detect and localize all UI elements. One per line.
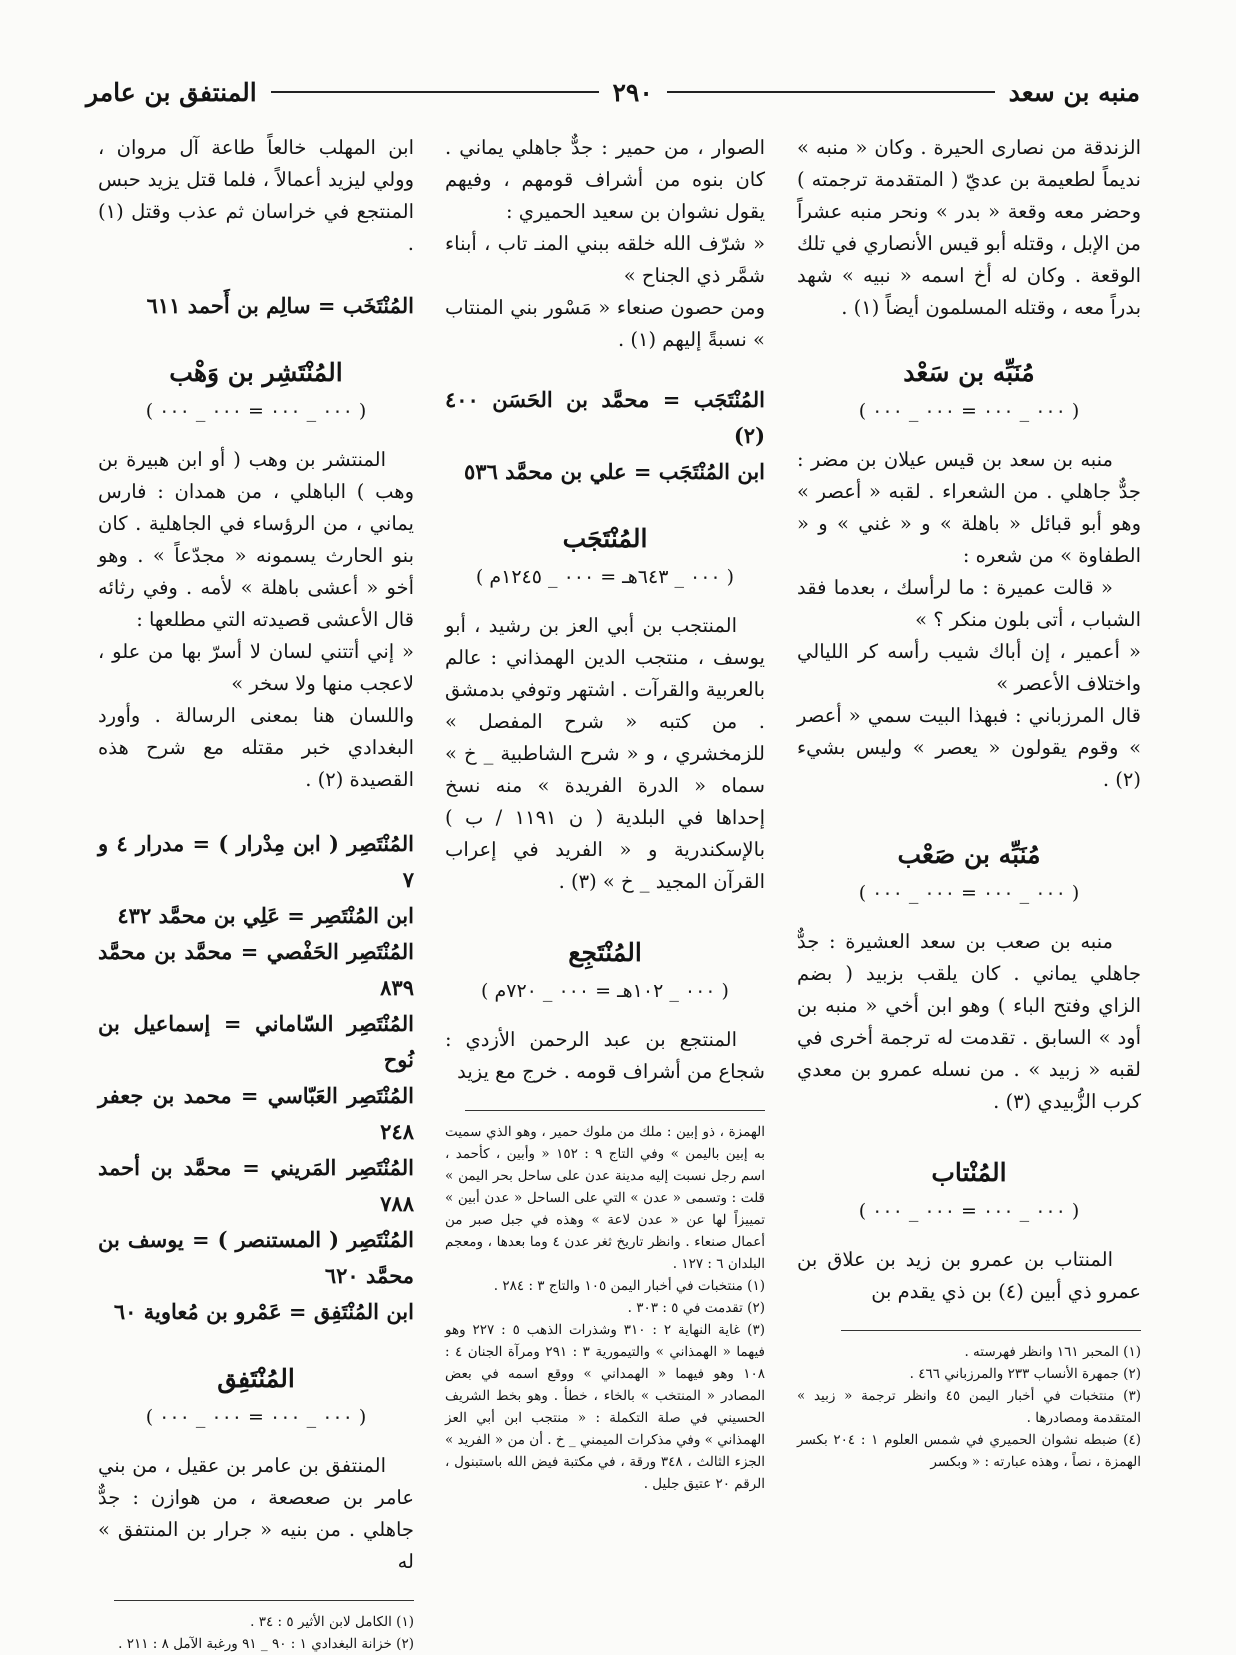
running-title-left: المنتفق بن عامر xyxy=(86,77,257,107)
verse: « إني أتتني لسان لا أسرّ بها من علو ، لاعجب منها ولا سخر » xyxy=(98,640,414,695)
cross-reference: المُنْتَصِر المَريني = محمَّد بن أحمد ٧٨٨ xyxy=(98,1155,414,1216)
footnote: (٣) غاية النهاية ٢ : ٣١٠ وشذرات الذهب ٥ : ٢٢٧ وهو فيهما « الهمذاني » والتيمورية ٣ : ٢٩١ ومرآة الجنان ٤ : ١٠٨ وهو فيهما « الهمداني » ووقع اسمه في بعض المصادر « المنتخب » بالخاء ، خطأ . وهو بخط الشريف الحسيني في صلة التكملة : « منتجب ابن أبي العز الهمذاني » وفي مذكرات الميمني _ خ . أن من « الفريد » الجزء الثالث ، ٣٤٨ ورقة ، في مكتبة فيض الله باستبنول ، الرقم ٢٠ عتيق جليل . xyxy=(445,1322,765,1492)
entry-dates: ( ٠٠٠ _ ٠٠٠ = ٠٠٠ _ ٠٠٠ ) xyxy=(858,1200,1080,1222)
cross-reference: المُنْتَصِر ( المستنصر ) = يوسف بن محمَّد ٦٢٠ xyxy=(98,1227,414,1288)
entry-dates: ( ٠٠٠ _ ٠٠٠ = ٠٠٠ _ ٠٠٠ ) xyxy=(145,1406,367,1428)
cross-reference: ابن المُنْتَجَب = علي بن محمَّد ٥٣٦ xyxy=(464,459,765,484)
page-header xyxy=(86,70,1140,114)
paragraph: المنتفق بن عامر بن عقيل ، من بني عامر بن صعصعة ، من هوازن : جدٌّ جاهلي . من بنيه « جرار بن المنتفق » له xyxy=(98,1454,414,1573)
entry-dates: ( ٠٠٠ _ ٦٤٣هـ = ٠٠٠ _ ١٢٤٥م ) xyxy=(475,566,735,588)
cross-reference: ابن المُنْتَفِق = عَمْرو بن مُعاوية ٦٠ xyxy=(113,1299,414,1324)
footnote: (٤) ضبطه نشوان الحميري في شمس العلوم ١ : ٢٠٤ بكسر الهمزة ، نصاً ، وهذه عبارته : « وبكسر xyxy=(797,1432,1141,1470)
cross-reference: ابن المُنْتَصِر = عَلِي بن محمَّد ٤٣٢ xyxy=(117,903,414,928)
paragraph: الزندقة من نصارى الحيرة . وكان « منبه » نديماً لطعيمة بن عديّ ( المتقدمة ترجمته ) وحضر معه وقعة « بدر » ونحر منبه عشراً من الإبل ، وقتله أبو قيس الأنصاري في تلك الوقعة . وكان له أخ اسمه « نبيه » شهد بدراً معه ، وقتله المسلمون أيضاً (١) . xyxy=(797,136,1141,319)
footnote-rule xyxy=(841,1330,1141,1331)
paragraph: قال المرزباني : فبهذا البيت سمي « أعصر » وقوم يقولون « يعصر » وليس بشيء (٢) . xyxy=(797,704,1141,791)
header-rule xyxy=(271,91,599,93)
entry-title: المُنْتَشِر بن وَهْب xyxy=(169,358,343,387)
footnote-rule xyxy=(465,1110,765,1111)
paragraph: الصوار ، من حمير : جدٌّ جاهلي يماني . كان بنوه من أشراف قومهم ، وفيهم يقول نشوان بن سعيد الحميري : xyxy=(445,136,765,223)
footnote: (٢) جمهرة الأنساب ٢٣٣ والمرزباني ٤٦٦ . xyxy=(909,1366,1141,1382)
footnote: (١) المحبر ١٦١ وانظر فهرسته . xyxy=(964,1344,1141,1360)
paragraph: المنتجع بن عبد الرحمن الأزدي : شجاع من أشراف قومه . خرج مع يزيد xyxy=(445,1028,765,1083)
footnote: (١) الكامل لابن الأثير ٥ : ٣٤ . xyxy=(250,1614,414,1630)
paragraph: ابن المهلب خالعاً طاعة آل مروان ، وولي ليزيد أعمالاً ، فلما قتل يزيد حبس المنتجع في خراسان ثم عذب وقتل (١) . xyxy=(98,136,414,255)
entry-title: مُنَبِّه بن سَعْد xyxy=(903,358,1035,387)
entry-title: المُنْتَجِع xyxy=(568,938,642,967)
entry-title: المُنْتَفِق xyxy=(217,1364,295,1393)
footnote: الهمزة ، ذو إبين : ملك من ملوك حمير ، وهو الذي سميت به إبين باليمن » وفي التاج ٩ : ١٥٢ « وأبين ، كأحمد ، اسم رجل نسبت إليه مدينة عدن على ساحل بحر اليمن » قلت : وتسمى « عدن » التي على الساحل « عدن أبين » تمييزاً لها عن « عدن لاعة » وهذه في جبل صبر من أعمال صنعاء . وانظر تاريخ ثغر عدن ٤ وما بعدها ، ومعجم البلدان ٦ : ١٢٧ . xyxy=(445,1124,766,1272)
column-left xyxy=(98,132,414,1655)
entry-dates: ( ٠٠٠ _ ١٠٢هـ = ٠٠٠ _ ٧٢٠م ) xyxy=(481,980,729,1002)
verse: « أعمير ، إن أباك شيب رأسه كر الليالي واختلاف الأعصر » xyxy=(797,640,1141,695)
entry-dates: ( ٠٠٠ _ ٠٠٠ = ٠٠٠ _ ٠٠٠ ) xyxy=(858,882,1080,904)
paragraph: المنتجب بن أبي العز بن رشيد ، أبو يوسف ، منتجب الدين الهمذاني : عالم بالعربية والقرآت . اشتهر وتوفي بدمشق . من كتبه « شرح المفصل » للزمخشري ، و « شرح الشاطبية _ خ » سماه « الدرة الفريدة » منه نسخ إحداها في البلدية ( ن ١١٩١ / ب ) بالإسكندرية و « الفريد في إعراب القرآن المجيد _ خ » (٣) . xyxy=(445,614,765,893)
paragraph: المنتاب بن عمرو بن زيد بن علاق بن عمرو ذي أبين (٤) بن ذي يقدم بن xyxy=(797,1248,1141,1303)
running-title-right: منبه بن سعد xyxy=(1008,77,1140,107)
paragraph: ومن حصون صنعاء « مَسْور بني المنتاب » نسبةً إليهم (١) . xyxy=(445,296,765,351)
verse: « قالت عميرة : ما لرأسك ، بعدما فقد الشباب ، أتى بلون منكر ؟ » xyxy=(797,576,1141,631)
cross-reference: المُنْتَصِر الحَفْصي = محمَّد بن محمَّد ٨٣٩ xyxy=(98,939,414,1000)
paragraph: المنتشر بن وهب ( أو ابن هبيرة بن وهب ) الباهلي ، من همدان : فارس يماني ، من الرؤساء في الجاهلية . كان بنو الحارث يسمونه « مجدّعاً » . وهو أخو « أعشى باهلة » لأمه . وفي رثائه قال الأعشى قصيدته التي مطلعها : xyxy=(98,448,414,631)
entry-title: مُنَبِّه بن صَعْب xyxy=(897,840,1041,869)
footnote-rule xyxy=(114,1600,414,1601)
column-right xyxy=(797,132,1141,1473)
cross-reference-list xyxy=(98,826,414,1330)
entry-dates: ( ٠٠٠ _ ٠٠٠ = ٠٠٠ _ ٠٠٠ ) xyxy=(145,400,367,422)
page-number: ٢٩٠ xyxy=(612,77,653,107)
paragraph: منبه بن صعب بن سعد العشيرة : جدٌّ جاهلي يماني . كان يلقب بزبيد ( بضم الزاي وفتح الباء ) وهو ابن أخي « منبه بن أود » السابق . تقدمت له ترجمة أخرى في لقبه « زبيد » . من نسله عمرو بن معدي كرب الزُّبيدي (٣) . xyxy=(797,930,1141,1113)
column-middle xyxy=(445,132,765,1495)
entry-title: المُنْتَجَب xyxy=(562,524,648,553)
footnote: (١) منتخبات في أخبار اليمن ١٠٥ والتاج ٣ : ٢٨٤ . xyxy=(493,1278,765,1294)
cross-reference: المُنْتَصِر ( ابن مِدْرار ) = مدرار ٤ و ٧ xyxy=(98,831,414,892)
cross-reference: المُنْتَصِر السّاماني = إسماعيل بن نُوح xyxy=(98,1011,414,1072)
cross-reference: المُنْتَخَب = سالِم بن أَحمد ٦١١ xyxy=(146,293,414,318)
cross-reference: المُنْتَصِر العَبّاسي = محمد بن جعفر ٢٤٨ xyxy=(98,1083,414,1144)
paragraph: واللسان هنا بمعنى الرسالة . وأورد البغدادي خبر مقتله مع شرح هذه القصيدة (٢) . xyxy=(98,704,414,791)
entry-dates: ( ٠٠٠ _ ٠٠٠ = ٠٠٠ _ ٠٠٠ ) xyxy=(858,400,1080,422)
footnote: (٢) خزانة البغدادي ١ : ٩٠ _ ٩١ ورغبة الآمل ٨ : ٢١١ . xyxy=(118,1636,414,1652)
cross-reference: المُنْتَجَب = محمَّد بن الحَسَن ٤٠٠ (٢) xyxy=(445,387,765,448)
footnote: (٣) منتخبات في أخبار اليمن ٤٥ وانظر ترجمة « زبيد » المتقدمة ومصادرها . xyxy=(797,1388,1141,1426)
entry-title: المُنْتاب xyxy=(931,1158,1007,1187)
paragraph: منبه بن سعد بن قيس عيلان بن مضر : جدٌّ جاهلي . من الشعراء . لقبه « أعصر » وهو أبو قبائل « باهلة » و « غني » و « الطفاوة » من شعره : xyxy=(797,448,1141,567)
footnote: (٢) تقدمت في ٥ : ٣٠٣ . xyxy=(627,1300,765,1316)
verse: « شرّف الله خلقه ببني المنـ تاب ، أبناء شمَّر ذي الجناح » xyxy=(445,232,765,287)
header-rule xyxy=(667,91,995,93)
